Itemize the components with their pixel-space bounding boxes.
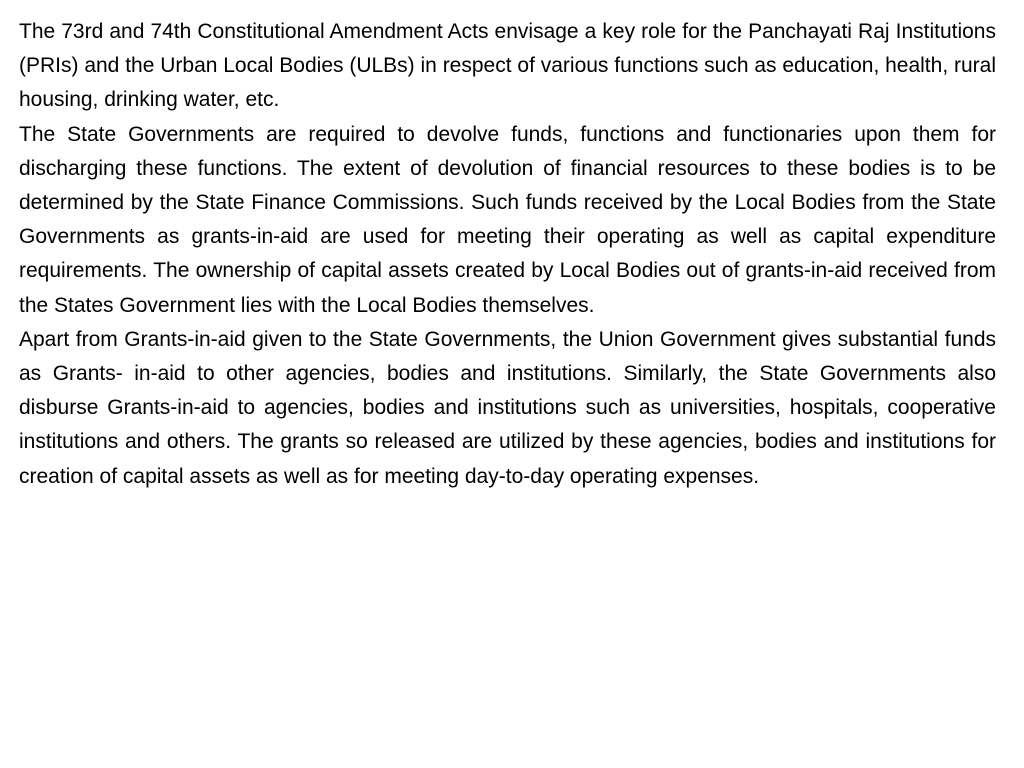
paragraph-grants-in-aid: Apart from Grants-in-aid given to the State Governments, the Union Government gives substantial funds as Grants- in-aid to other agencies, bodies and institutions. Similarly, the State Governments also disburse Grants-in-aid to agencies, bodies and institutions such as universities, hospitals, cooperative institutions and others. The grants so released are utilized by these agencies, bodies and institutions for creation of capital assets as well as for meeting day-to-day operating expenses. (19, 327, 996, 488)
text-body (19, 15, 996, 494)
paragraph-constitutional-amendments: The 73rd and 74th Constitutional Amendment Acts envisage a key role for the Panchayati Raj Institutions (PRIs) and the Urban Local Bodies (ULBs) in respect of various functions such as education, health, rural housing, drinking water, etc. (19, 20, 997, 112)
paragraph-devolution-of-funds: The State Governments are required to devolve funds, functions and functionaries upon them for discharging these functions. The extent of devolution of financial resources to these bodies is to be determined by the State Finance Commissions. Such funds received by the Local Bodies from the State Governments as grants-in-aid are used for meeting their operating as well as capital expenditure requirements. The ownership of capital assets created by Local Bodies out of grants-in-aid received from the States Government lies with the Local Bodies themselves. (19, 122, 996, 317)
